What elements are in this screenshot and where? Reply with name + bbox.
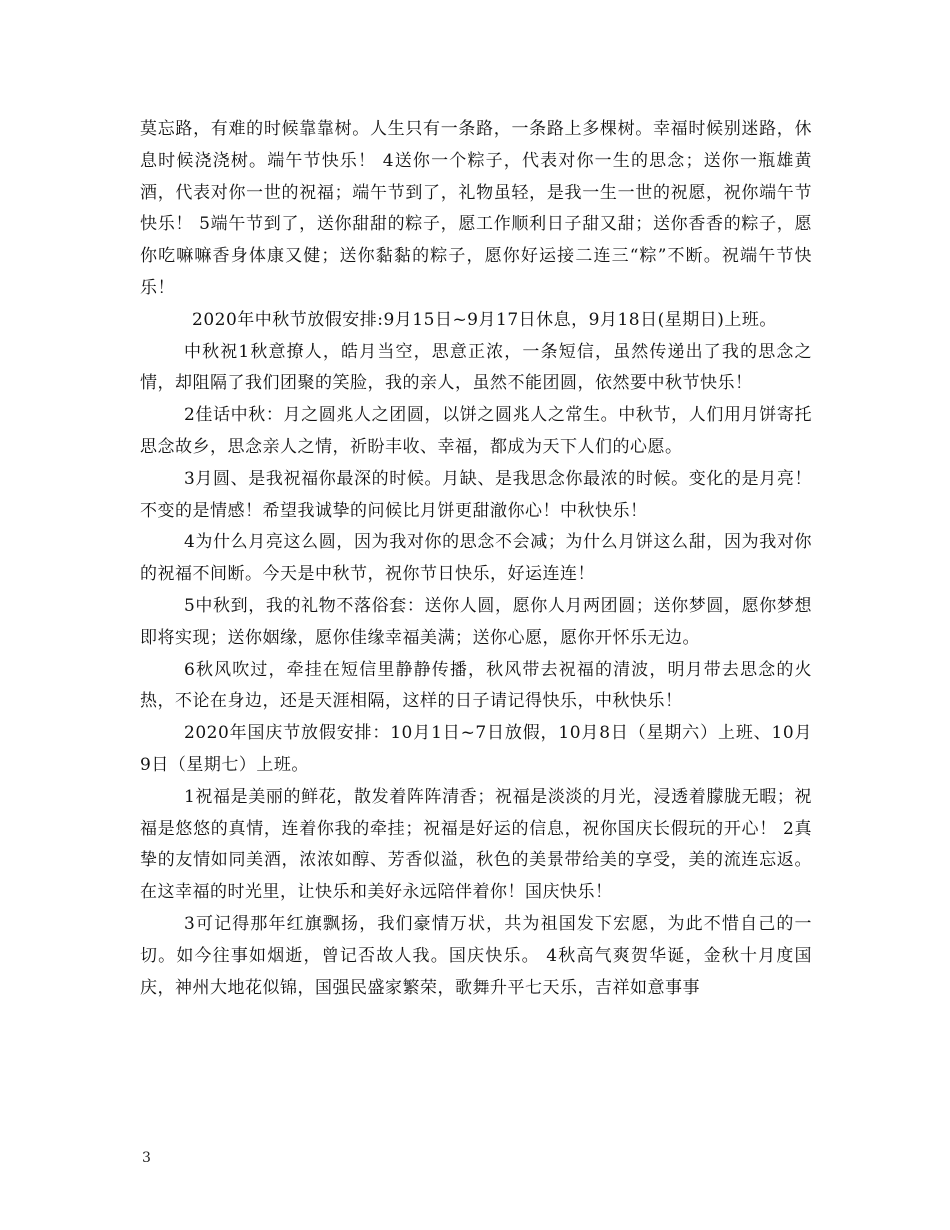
body-text — [140, 114, 812, 1004]
paragraph: 2020年国庆节放假安排：10月1日~7日放假，10月8日（星期六）上班、10月9日（星期七）上班。 — [140, 723, 812, 775]
paragraph: 1祝福是美丽的鲜花，散发着阵阵清香；祝福是淡淡的月光，浸透着朦胧无暇；祝福是悠悠的真情，连着你我的牵挂；祝福是好运的信息，祝你国庆长假玩的开心！ 2真挚的友情如同美酒，浓浓如醇、芳香似溢，秋色的美景带给美的享受，美的流连忘返。在这幸福的时光里，让快乐和美好永远陪伴着你！国庆快乐！ — [140, 786, 812, 903]
paragraph: 2020年中秋节放假安排:9月15日~9月17日休息，9月18日(星期日)上班。 — [192, 309, 777, 330]
paragraph: 5中秋到，我的礼物不落俗套：送你人圆，愿你人月两团圆；送你梦圆，愿你梦想即将实现；送你姻缘，愿你佳缘幸福美满；送你心愿，愿你开怀乐无边。 — [140, 595, 812, 648]
paragraph: 中秋祝1秋意撩人，皓月当空，思意正浓，一条短信，虽然传递出了我的思念之情，却阻隔了我们团聚的笑脸，我的亲人，虽然不能团圆，依然要中秋节快乐！ — [140, 341, 812, 394]
paragraph: 3可记得那年红旗飘扬，我们豪情万状，共为祖国发下宏愿，为此不惜自己的一切。如今往事如烟逝，曾记否故人我。国庆快乐。 4秋高气爽贺华诞，金秋十月度国庆，神州大地花似锦，国强民盛家繁荣，歌舞升平七天乐，吉祥如意事事 — [140, 913, 812, 998]
paragraph: 2佳话中秋：月之圆兆人之团圆，以饼之圆兆人之常生。中秋节，人们用月饼寄托思念故乡，思念亲人之情，祈盼丰收、幸福，都成为天下人们的心愿。 — [140, 405, 812, 457]
paragraph: 3月圆、是我祝福你最深的时候。月缺、是我思念你最浓的时候。变化的是月亮！不变的是情感！希望我诚挚的问候比月饼更甜澈你心！中秋快乐！ — [140, 468, 812, 521]
page-number: 3 — [142, 1150, 151, 1166]
paragraph: 莫忘路，有难的时候靠靠树。人生只有一条路，一条路上多棵树。幸福时候别迷路，休息时候浇浇树。端午节快乐！ 4送你一个粽子，代表对你一生的思念；送你一瓶雄黄酒，代表对你一世的祝福；端午节到了，礼物虽轻，是我一生一世的祝愿，祝你端午节快乐！ 5端午节到了，送你甜甜的粽子，愿工作顺利日子甜又甜；送你香香的粽子，愿你吃嘛嘛香身体康又健；送你黏黏的粽子，愿你好运接二连三“粽”不断。祝端午节快乐！ — [140, 119, 812, 298]
paragraph: 6秋风吹过，牵挂在短信里静静传播，秋风带去祝福的清波，明月带去思念的火热，不论在身边，还是天涯相隔，这样的日子请记得快乐，中秋快乐！ — [140, 659, 812, 712]
paragraph: 4为什么月亮这么圆，因为我对你的思念不会减；为什么月饼这么甜，因为我对你的祝福不间断。今天是中秋节，祝你节日快乐，好运连连！ — [140, 532, 812, 585]
